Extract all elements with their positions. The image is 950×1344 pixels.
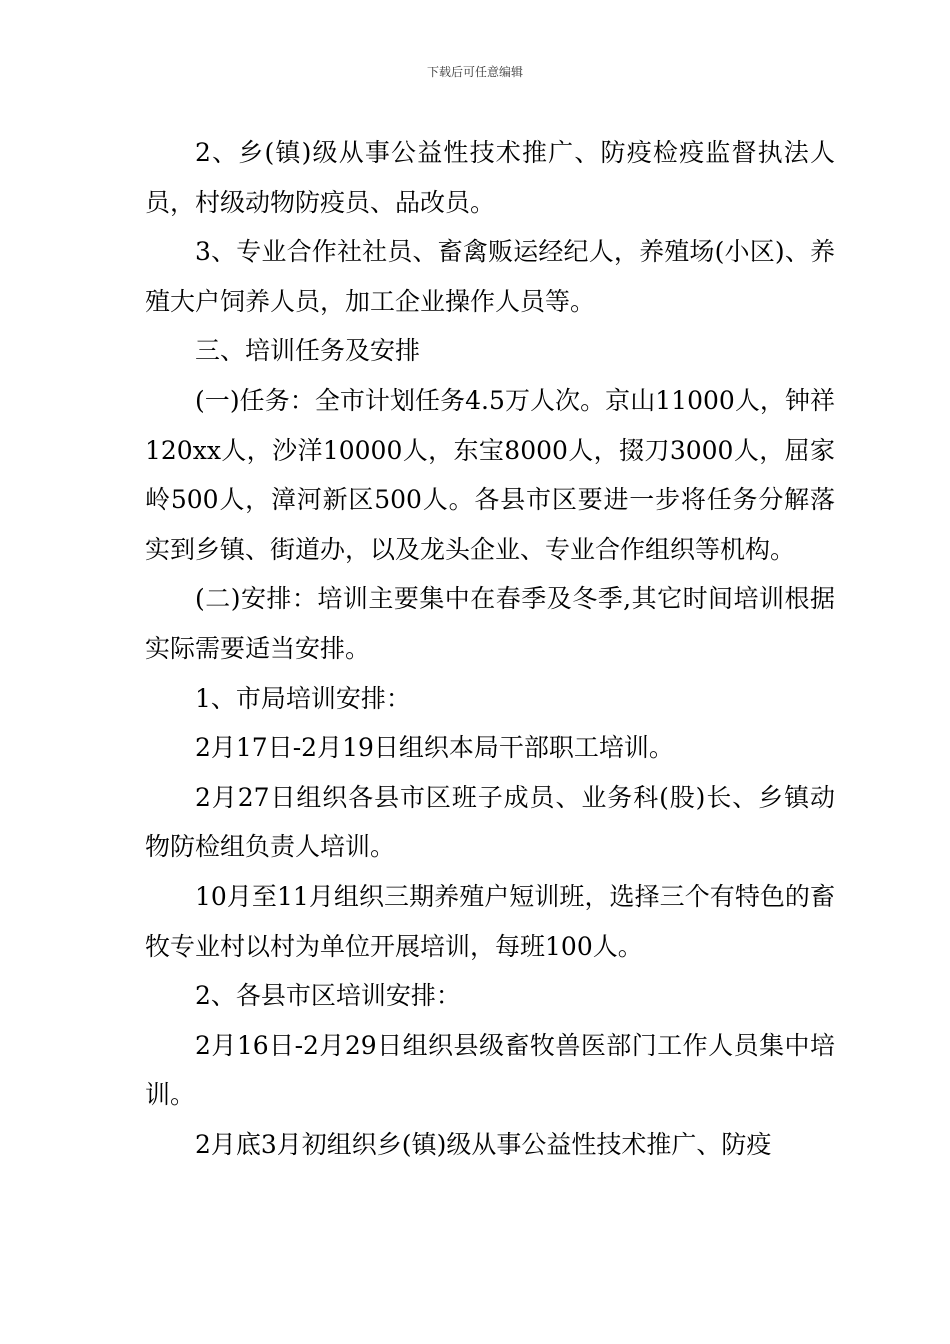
paragraph-end-feb: 2月底3月初组织乡(镇)级从事公益性技术推广、防疫 [195,1129,772,1159]
paragraph-cooperative-members: 3、专业合作社社员、畜禽贩运经纪人，养殖场(小区)、养殖大户饲养人员，加工企业操作人员等。 [145,237,835,316]
paragraph-arrangements: (二)安排：培训主要集中在春季及冬季,其它时间培训根据实际需要适当安排。 [145,584,835,663]
section-heading-training-tasks: 三、培训任务及安排 [195,336,421,366]
download-note: 下载后可任意编辑 [426,65,523,79]
paragraph-tasks: (一)任务：全市计划任务4.5万人次。京山11000人，钟祥120xx人，沙洋10000人，东宝8000人，掇刀3000人，屈家岭500人，漳河新区500人。各县市区要进一步将任务分解落实到乡镇、街道办，以及龙头企业、专业合作组织等机构。 [145,385,835,564]
paragraph-feb16: 2月16日-2月29日组织县级畜牧兽医部门工作人员集中培训。 [145,1030,835,1110]
subheading-city-bureau: 1、市局培训安排： [195,683,411,713]
paragraph-oct-nov: 10月至11月组织三期养殖户短训班，选择三个有特色的畜牧专业村以村为单位开展培训，每班100人。 [145,881,835,961]
paragraph-feb17: 2月17日-2月19日组织本局干部职工培训。 [195,733,674,763]
paragraph-feb27: 2月27日组织各县市区班子成员、业务科(股)长、乡镇动物防检组负责人培训。 [145,782,835,862]
document-body [145,128,835,1169]
paragraph-township-staff: 2、乡(镇)级从事公益性技术推广、防疫检疫监督执法人员，村级动物防疫员、品改员。 [145,138,835,217]
subheading-counties: 2、各县市区培训安排： [195,981,461,1011]
